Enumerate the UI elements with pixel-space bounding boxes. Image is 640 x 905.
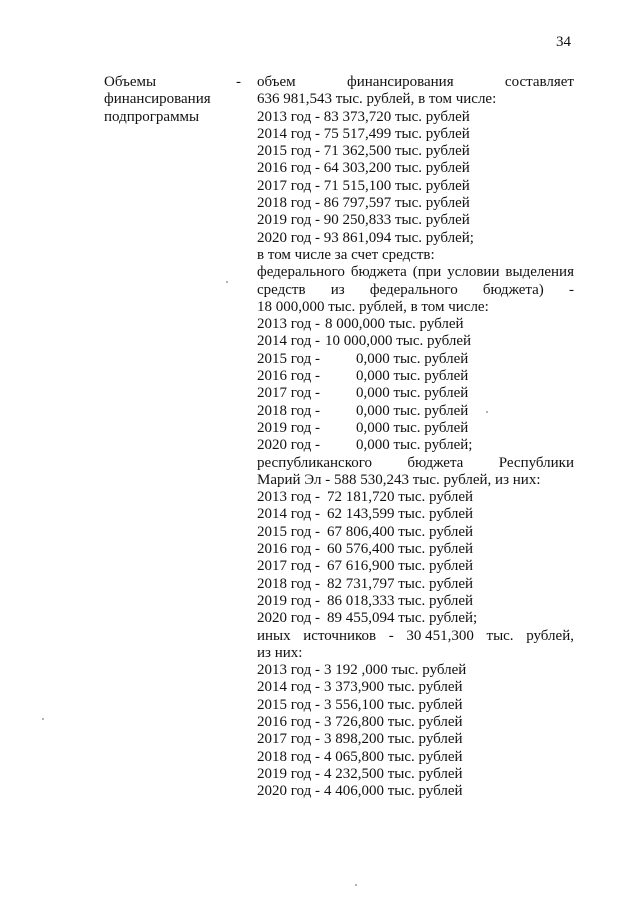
total-year-row: 2014 год - 75 517,499 тыс. рублей bbox=[257, 125, 470, 142]
federal-line-1 bbox=[257, 264, 574, 281]
year-amount: 4 065,800 тыс. рублей bbox=[323, 748, 463, 765]
year-amount: 86 018,333 тыс. рублей bbox=[326, 592, 474, 609]
year-row bbox=[257, 766, 574, 783]
federal-word: федерального bbox=[257, 264, 345, 281]
total-year-row: 2018 год - 86 797,597 тыс. рублей bbox=[257, 195, 470, 212]
federal-word: условии bbox=[447, 264, 500, 281]
year-label: 2017 год - bbox=[257, 385, 320, 402]
year-row bbox=[257, 403, 574, 420]
year-amount: 0,000 тыс. рублей bbox=[355, 350, 469, 367]
year-row bbox=[257, 489, 574, 506]
year-row bbox=[257, 385, 574, 402]
year-label: 2015 год - bbox=[257, 696, 320, 713]
other-word: рублей, bbox=[526, 627, 574, 644]
year-row bbox=[257, 316, 574, 333]
total-year-row: 2013 год - 83 373,720 тыс. рублей bbox=[257, 108, 470, 125]
year-amount: 62 143,599 тыс. рублей bbox=[326, 506, 474, 523]
year-row bbox=[257, 593, 574, 610]
label-line: финансирования bbox=[104, 91, 211, 108]
republican-word: республиканского bbox=[257, 454, 372, 471]
label-dash: - bbox=[236, 74, 241, 90]
republican-by-year bbox=[257, 489, 574, 627]
year-row bbox=[257, 697, 574, 714]
year-label: 2014 год - bbox=[257, 333, 320, 350]
year-label: 2018 год - bbox=[257, 402, 320, 419]
year-amount: 67 806,400 тыс. рублей bbox=[326, 523, 474, 540]
year-amount: 82 731,797 тыс. рублей bbox=[326, 575, 474, 592]
total-by-year bbox=[257, 109, 574, 247]
year-label: 2019 год - bbox=[257, 592, 320, 609]
year-label: 2020 год - bbox=[257, 783, 320, 800]
year-amount: 4 232,500 тыс. рублей bbox=[323, 765, 463, 782]
other-word: источников bbox=[303, 627, 377, 644]
year-row bbox=[257, 437, 574, 454]
year-amount: 3 898,200 тыс. рублей bbox=[323, 731, 463, 748]
year-label: 2016 год - bbox=[257, 713, 320, 730]
year-row bbox=[257, 731, 574, 748]
year-label: 2020 год - bbox=[257, 437, 320, 454]
label-line: подпрограммы bbox=[104, 108, 200, 125]
federal-word: (при bbox=[412, 264, 442, 281]
year-label: 2017 год - bbox=[257, 558, 320, 575]
year-label: 2015 год - bbox=[257, 350, 320, 367]
other-word: тыс. bbox=[486, 627, 514, 644]
republican-line-2: Марий Эл - 588 530,243 тыс. рублей, из них: bbox=[257, 471, 541, 488]
scan-speck bbox=[486, 411, 488, 413]
total-year-row: 2019 год - 90 250,833 тыс. рублей bbox=[257, 212, 470, 229]
year-row bbox=[257, 351, 574, 368]
year-row bbox=[257, 368, 574, 385]
year-amount: 0,000 тыс. рублей bbox=[355, 402, 469, 419]
year-label: 2014 год - bbox=[257, 679, 320, 696]
other-line-2: из них: bbox=[257, 644, 303, 661]
year-amount: 67 616,900 тыс. рублей bbox=[326, 558, 474, 575]
year-amount: 0,000 тыс. рублей; bbox=[355, 437, 473, 454]
year-label: 2020 год - bbox=[257, 610, 320, 627]
page-number: 34 bbox=[556, 34, 571, 50]
year-label: 2018 год - bbox=[257, 748, 320, 765]
year-row bbox=[257, 714, 574, 731]
year-label: 2015 год - bbox=[257, 523, 320, 540]
year-label: 2016 год - bbox=[257, 368, 320, 385]
year-amount: 0,000 тыс. рублей bbox=[355, 385, 469, 402]
year-amount: 89 455,094 тыс. рублей; bbox=[326, 610, 478, 627]
year-amount: 0,000 тыс. рублей bbox=[355, 419, 469, 436]
intro-word: объем bbox=[257, 74, 296, 90]
year-row bbox=[257, 662, 574, 679]
year-amount: 3 556,100 тыс. рублей bbox=[323, 696, 463, 713]
year-amount: 3 726,800 тыс. рублей bbox=[323, 713, 463, 730]
year-amount: 60 576,400 тыс. рублей bbox=[326, 541, 474, 558]
year-row bbox=[257, 576, 574, 593]
other-line-1 bbox=[257, 628, 574, 645]
total-line: 636 981,543 тыс. рублей, в том числе: bbox=[257, 91, 497, 108]
total-year-row: 2020 год - 93 861,094 тыс. рублей; bbox=[257, 229, 474, 246]
federal-word: бюджета) bbox=[482, 281, 544, 298]
federal-word: выделения bbox=[505, 264, 574, 281]
year-amount: 0,000 тыс. рублей bbox=[355, 368, 469, 385]
intro-word: финансирования bbox=[346, 74, 454, 90]
intro-word: составляет bbox=[504, 74, 574, 90]
year-label: 2013 год - bbox=[257, 489, 320, 506]
scan-speck bbox=[226, 281, 228, 283]
year-row bbox=[257, 783, 574, 800]
year-amount: 10 000,000 тыс. рублей bbox=[324, 333, 472, 350]
federal-line-2 bbox=[257, 282, 574, 299]
other-word: - bbox=[388, 627, 394, 644]
total-year-row: 2015 год - 71 362,500 тыс. рублей bbox=[257, 143, 470, 160]
year-row bbox=[257, 541, 574, 558]
year-row bbox=[257, 749, 574, 766]
republican-line-1 bbox=[257, 455, 574, 472]
year-label: 2014 год - bbox=[257, 506, 320, 523]
republican-word: бюджета bbox=[407, 454, 464, 471]
federal-by-year bbox=[257, 316, 574, 454]
sources-line: в том числе за счет средств: bbox=[257, 246, 435, 263]
federal-word: средств bbox=[257, 281, 306, 298]
year-label: 2013 год - bbox=[257, 662, 320, 679]
year-label: 2019 год - bbox=[257, 765, 320, 782]
year-row bbox=[257, 610, 574, 627]
federal-word: из bbox=[330, 281, 345, 298]
year-label: 2017 год - bbox=[257, 731, 320, 748]
total-year-row: 2016 год - 64 303,200 тыс. рублей bbox=[257, 160, 470, 177]
federal-total-line: 18 000,000 тыс. рублей, в том числе: bbox=[257, 298, 489, 315]
year-amount: 8 000,000 тыс. рублей bbox=[324, 316, 464, 333]
year-amount: 3 192 ,000 тыс. рублей bbox=[323, 662, 467, 679]
year-label: 2016 год - bbox=[257, 541, 320, 558]
year-row bbox=[257, 558, 574, 575]
year-label: 2013 год - bbox=[257, 316, 320, 333]
federal-word: федерального bbox=[369, 281, 458, 298]
section-label bbox=[104, 74, 232, 126]
year-row bbox=[257, 420, 574, 437]
federal-word: бюджета bbox=[350, 264, 407, 281]
label-line: Объемы bbox=[104, 74, 157, 90]
year-amount: 4 406,000 тыс. рублей bbox=[323, 783, 463, 800]
other-word: иных bbox=[257, 627, 291, 644]
year-label: 2018 год - bbox=[257, 575, 320, 592]
year-row bbox=[257, 506, 574, 523]
year-amount: 3 373,900 тыс. рублей bbox=[323, 679, 463, 696]
total-year-row: 2017 год - 71 515,100 тыс. рублей bbox=[257, 177, 470, 194]
republican-word: Республики bbox=[498, 454, 574, 471]
year-amount: 72 181,720 тыс. рублей bbox=[326, 489, 474, 506]
year-row bbox=[257, 524, 574, 541]
scan-speck bbox=[42, 718, 44, 720]
year-label: 2019 год - bbox=[257, 419, 320, 436]
federal-word: - bbox=[568, 281, 574, 298]
year-row bbox=[257, 333, 574, 350]
year-row bbox=[257, 679, 574, 696]
financing-content bbox=[257, 74, 574, 800]
scan-speck bbox=[355, 884, 357, 886]
other-by-year bbox=[257, 662, 574, 800]
intro-line bbox=[257, 74, 574, 91]
other-word: 30 451,300 bbox=[406, 627, 474, 644]
